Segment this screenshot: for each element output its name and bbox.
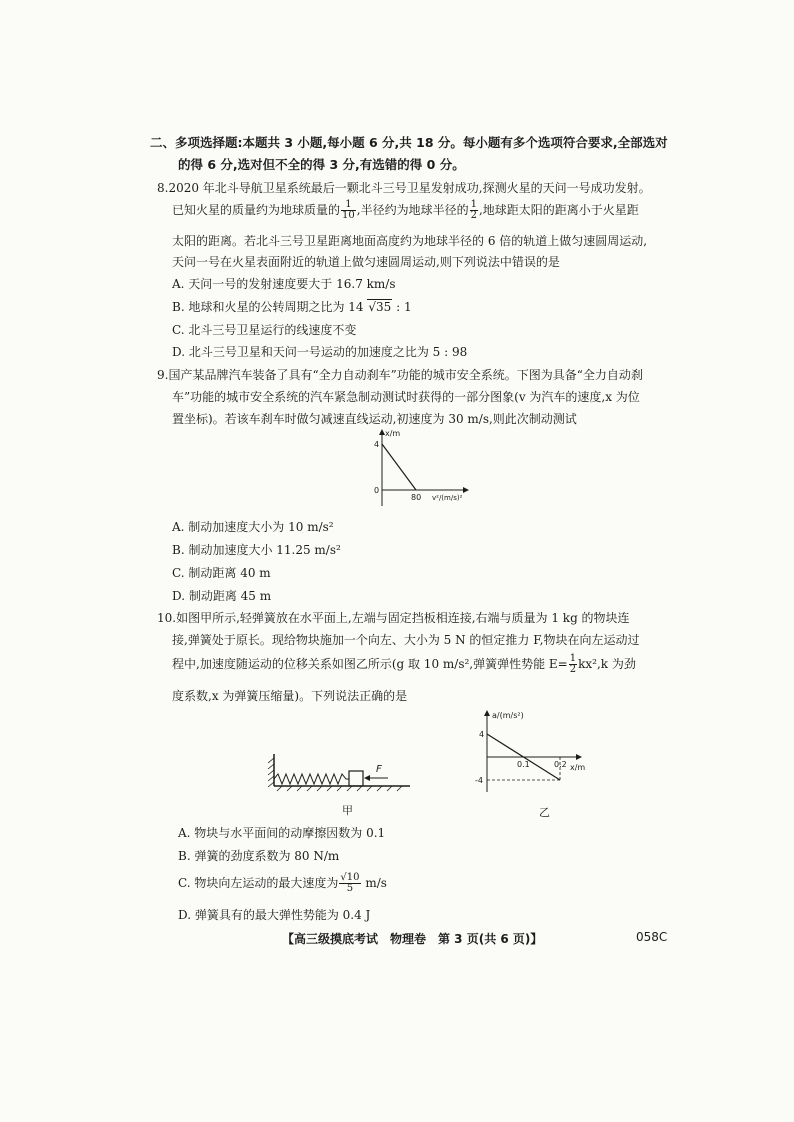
q8-option-b: B. 地球和火星的公转周期之比为 14 √35 : 1 [172,300,412,314]
q9-graph [360,426,480,510]
q10-option-b: B. 弹簧的劲度系数为 80 N/m [178,849,340,863]
force-label: F [376,764,382,775]
yi-x-label: x/m [570,763,586,772]
yi-y-tick-bottom: -4 [475,776,483,785]
spring [274,774,349,784]
figure-jia-caption: 甲 [342,804,353,817]
q8-stem-line1: 8.2020 年北斗导航卫星系统最后一颗北斗三号卫星发射成功,探测火星的天问一号成功发射。 [157,181,651,195]
q10-stem-line3: 程中,加速度随运动的位移关系如图乙所示(g 取 10 m/s²,弹簧弹性势能 E= $\frac{1}{2}$ kx²,k 为劲 [172,653,636,675]
q9-stem-line2: 车”功能的城市安全系统的汽车紧急制动测试时获得的一部分图象(v 为汽车的速度,x 为位 [172,390,640,404]
q10-stem-line1: 10.如图甲所示,轻弹簧放在水平面上,左端与固定挡板相连接,右端与质量为 1 kg 的物块连 [157,611,630,625]
page-footer-title: 【高三级摸底考试 物理卷 第 3 页(共 6 页)】 [282,932,543,946]
q10-figure-jia [262,750,412,820]
q10-option-d: D. 弹簧具有的最大弹性势能为 0.4 J [178,908,371,922]
block [349,771,363,786]
q9-stem-line1: 9.国产某品牌汽车装备了具有“全力自动刹车”功能的城市安全系统。下图为具备“全力自动刹 [157,368,643,382]
q9-x-label: v²/(m/s)² [432,494,463,502]
q9-option-a: A. 制动加速度大小为 10 m/s² [172,520,334,534]
yi-x-tick-1: 0.1 [517,760,530,769]
q8-option-d: D. 北斗三号卫星和天问一号运动的加速度之比为 5 : 98 [172,345,468,359]
page-footer-code: 058C [636,930,668,944]
q9-option-c: C. 制动距离 40 m [172,566,271,580]
force-arrow-head [364,775,370,781]
q10-fraction: $\frac{1}{2}$ [569,653,577,675]
q9-origin: 0 [374,486,380,495]
q10-stem-line4: 度系数,x 为弹簧压缩量)。下列说法正确的是 [172,689,408,703]
q8-option-c: C. 北斗三号卫星运行的线速度不变 [172,323,357,337]
q10-option-c: C. 物块向左运动的最大速度为 $\frac{√10}{5}$ m/s [178,872,387,894]
q10-stem-line2: 接,弹簧处于原长。现给物块施加一个向左、大小为 5 N 的恒定推力 F,物块在向左运动过 [172,633,640,647]
q10-figure-yi [474,702,604,824]
q9-x-tick: 80 [411,493,422,502]
q8-stem-line3: 太阳的距离。若北斗三号卫星距离地面高度约为地球半径的 6 倍的轨道上做匀速圆周运动, [172,234,648,248]
yi-y-tick-top: 4 [479,730,485,739]
wall-hatching [268,758,274,787]
q9-y-label: x/m [385,429,401,438]
q8-stem-line4: 天问一号在火星表面附近的轨道上做匀速圆周运动,则下列说法中错误的是 [172,255,560,269]
q8-fraction-1: $\frac{1}{10}$ [342,199,355,221]
yi-x-arrow [576,754,582,760]
q10-option-c-fraction: $\frac{√10}{5}$ [340,872,360,894]
q8-stem-line2: 已知火星的质量约为地球质量的 $\frac{1}{10}$ ,半径约为地球半径的 $\frac{1}{2}$ ,地球距太阳的距离小于火星距 [172,199,639,221]
yi-y-arrow [484,710,490,716]
q8-fraction-2: $\frac{1}{2}$ [470,199,477,221]
q9-data-line [382,444,416,490]
q9-stem-line3: 置坐标)。若该车刹车时做匀减速直线运动,初速度为 30 m/s,则此次制动测试 [172,412,577,426]
q9-y-tick: 4 [374,440,380,449]
q9-option-b: B. 制动加速度大小 11.25 m/s² [172,543,341,557]
q10-option-a: A. 物块与水平面间的动摩擦因数为 0.1 [178,826,386,840]
section-heading-line2: 的得 6 分,选对但不全的得 3 分,有选错的得 0 分。 [178,157,465,172]
figure-yi-caption: 乙 [539,806,550,819]
q9-option-d: D. 制动距离 45 m [172,589,272,603]
yi-y-label: a/(m/s²) [492,711,524,720]
q8-option-a: A. 天问一号的发射速度要大于 16.7 km/s [172,277,396,291]
section-heading-line1: 二、多项选择题:本题共 3 小题,每小题 6 分,共 18 分。每小题有多个选项符合要求,全部选对 [150,135,668,150]
q9-x-arrow [463,487,469,493]
yi-x-tick-2: 0.2 [554,760,567,769]
